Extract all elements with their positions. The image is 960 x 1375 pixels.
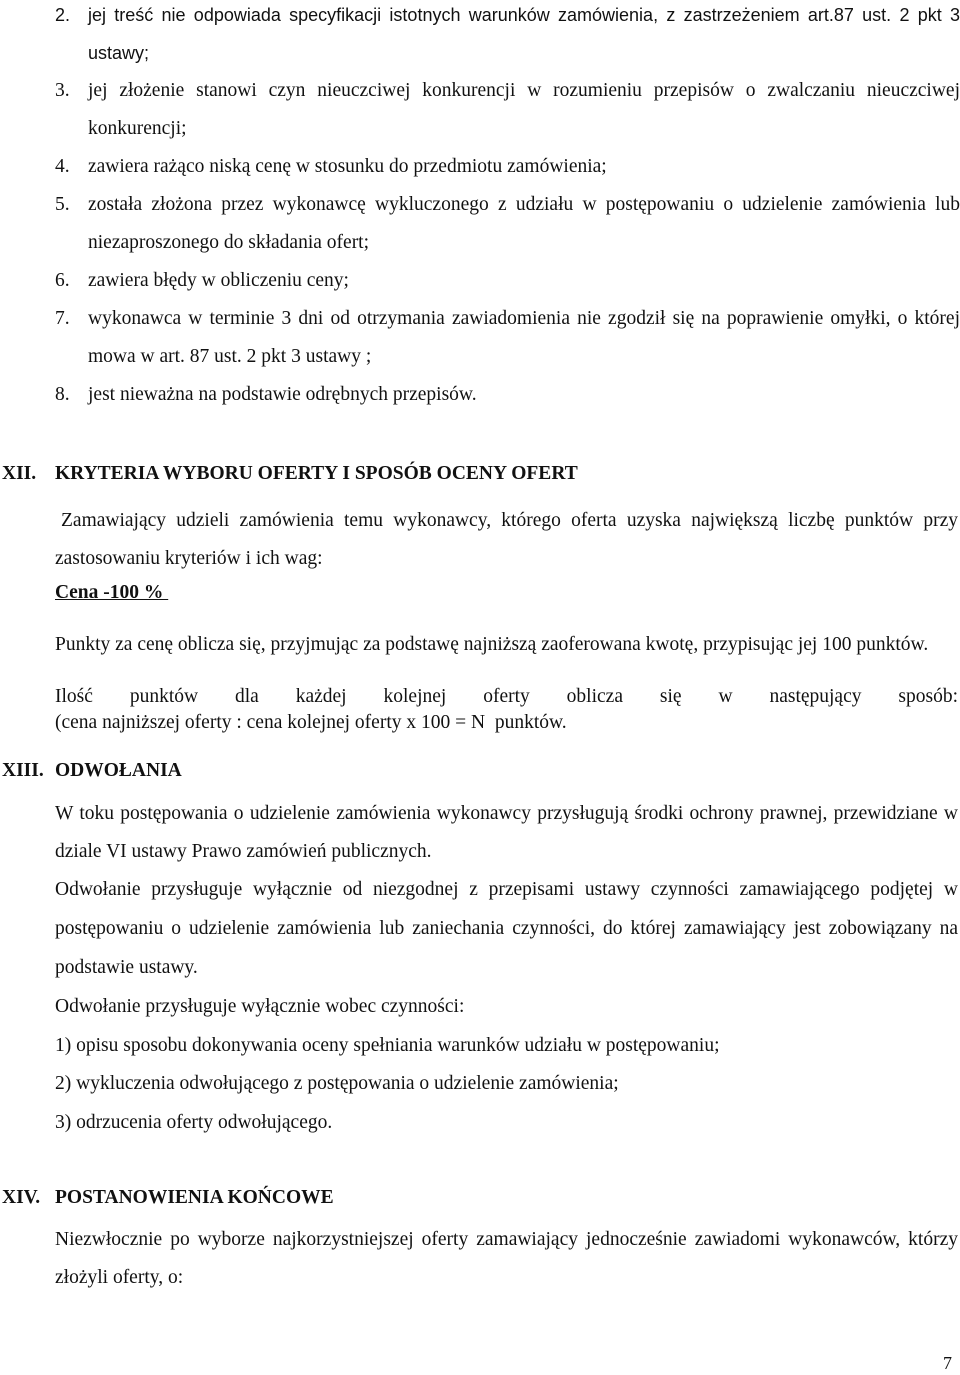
section-number: XIII.	[2, 760, 44, 781]
list-item-text: jej złożenie stanowi czyn nieuczciwej konkurencji w rozumieniu przepisów o zwalczaniu nieuczciwej konkurencji;	[88, 80, 960, 139]
list-item-text: zawiera rażąco niską cenę w stosunku do przedmiotu zamówienia;	[88, 156, 607, 177]
rejection-reasons-list	[55, 0, 960, 414]
list-item	[55, 72, 960, 148]
appeals-paragraph-3: Odwołanie przysługuje wyłącznie wobec czynności:	[55, 996, 465, 1017]
section-heading	[0, 463, 960, 493]
appeals-item: 2) wykluczenia odwołującego z postępowania o udzielenie zamówienia;	[55, 1073, 619, 1094]
section-xii-intro: Zamawiający udzieli zamówienia temu wykonawcy, którego oferta uzyska największą liczbę punktów przy zastosowaniu kryteriów i ich wag:	[55, 510, 958, 569]
section-xiv	[0, 1187, 960, 1217]
points-paragraph: Punkty za cenę oblicza się, przyjmując za podstawę najniższą zaoferowana kwotę, przypisując jej 100 punktów.	[55, 634, 929, 655]
list-item-number: 5.	[55, 194, 70, 215]
list-item-text: zawiera błędy w obliczeniu ceny;	[88, 270, 349, 291]
list-item-number: 6.	[55, 270, 70, 291]
list-item	[55, 186, 960, 262]
appeals-item: 3) odrzucenia oferty odwołującego.	[55, 1112, 333, 1133]
list-item-number: 8.	[55, 384, 70, 405]
list-item	[55, 300, 960, 376]
list-item-number: 2.	[55, 5, 71, 25]
appeals-paragraph-1: W toku postępowania o udzielenie zamówienia wykonawcy przysługują środki ochrony prawnej, przewidziane w dziale VI ustawy Prawo zamówień publicznych.	[55, 803, 958, 862]
list-item-text: wykonawca w terminie 3 dni od otrzymania zawiadomienia nie zgodził się na poprawienie omyłki, o której mowa w art. 87 ust. 2 pkt 3 ustawy ;	[88, 308, 960, 367]
list-item-number: 7.	[55, 308, 70, 329]
section-heading	[0, 1187, 960, 1217]
list-item	[55, 148, 960, 186]
section-heading	[0, 760, 960, 790]
criterion-price: Cena -100 %	[55, 582, 169, 603]
appeals-paragraph-2: Odwołanie przysługuje wyłącznie od niezgodnej z przepisami ustawy czynności zamawiającego podjętej w postępowaniu o udzielenie zamówienia lub zaniechania czynności, do której zamawiający jest zobowiązany na podstawie ustawy.	[55, 879, 958, 978]
appeals-item: 1) opisu sposobu dokonywania oceny spełniania warunków udziału w postępowaniu;	[55, 1035, 720, 1056]
list-item-text: jej treść nie odpowiada specyfikacji istotnych warunków zamówienia, z zastrzeżeniem art.87 ust. 2 pkt 3 ustawy;	[88, 5, 960, 63]
section-xii	[0, 463, 960, 493]
list-item-text: została złożona przez wykonawcę wykluczonego z udziału w postępowaniu o udzielenie zamówienia lub niezaproszonego do składania ofert;	[88, 194, 960, 253]
section-number: XIV.	[2, 1187, 41, 1208]
list-item	[55, 0, 960, 72]
list-item-text: jest nieważna na podstawie odrębnych przepisów.	[88, 384, 477, 405]
criterion-line	[55, 580, 958, 606]
list-item-number: 3.	[55, 80, 70, 101]
section-xiii	[0, 760, 960, 790]
points-method-line: Ilość punktów dla każdej kolejnej oferty oblicza się w następujący sposób:	[55, 686, 958, 707]
section-title: KRYTERIA WYBORU OFERTY I SPOSÓB OCENY OFERT	[55, 463, 578, 484]
final-provisions-paragraph: Niezwłocznie po wyborze najkorzystniejszej oferty zamawiający jednocześnie zawiadomi wykonawców, którzy złożyli oferty, o:	[55, 1229, 958, 1288]
list-item-number: 4.	[55, 156, 70, 177]
section-number: XII.	[2, 463, 37, 484]
points-formula: (cena najniższej oferty : cena kolejnej oferty x 100 = N punktów.	[55, 712, 567, 733]
list-item	[55, 262, 960, 300]
list-item	[55, 376, 960, 414]
section-title: ODWOŁANIA	[55, 760, 182, 781]
section-title: POSTANOWIENIA KOŃCOWE	[55, 1187, 334, 1208]
page-number: 7	[943, 1353, 952, 1373]
